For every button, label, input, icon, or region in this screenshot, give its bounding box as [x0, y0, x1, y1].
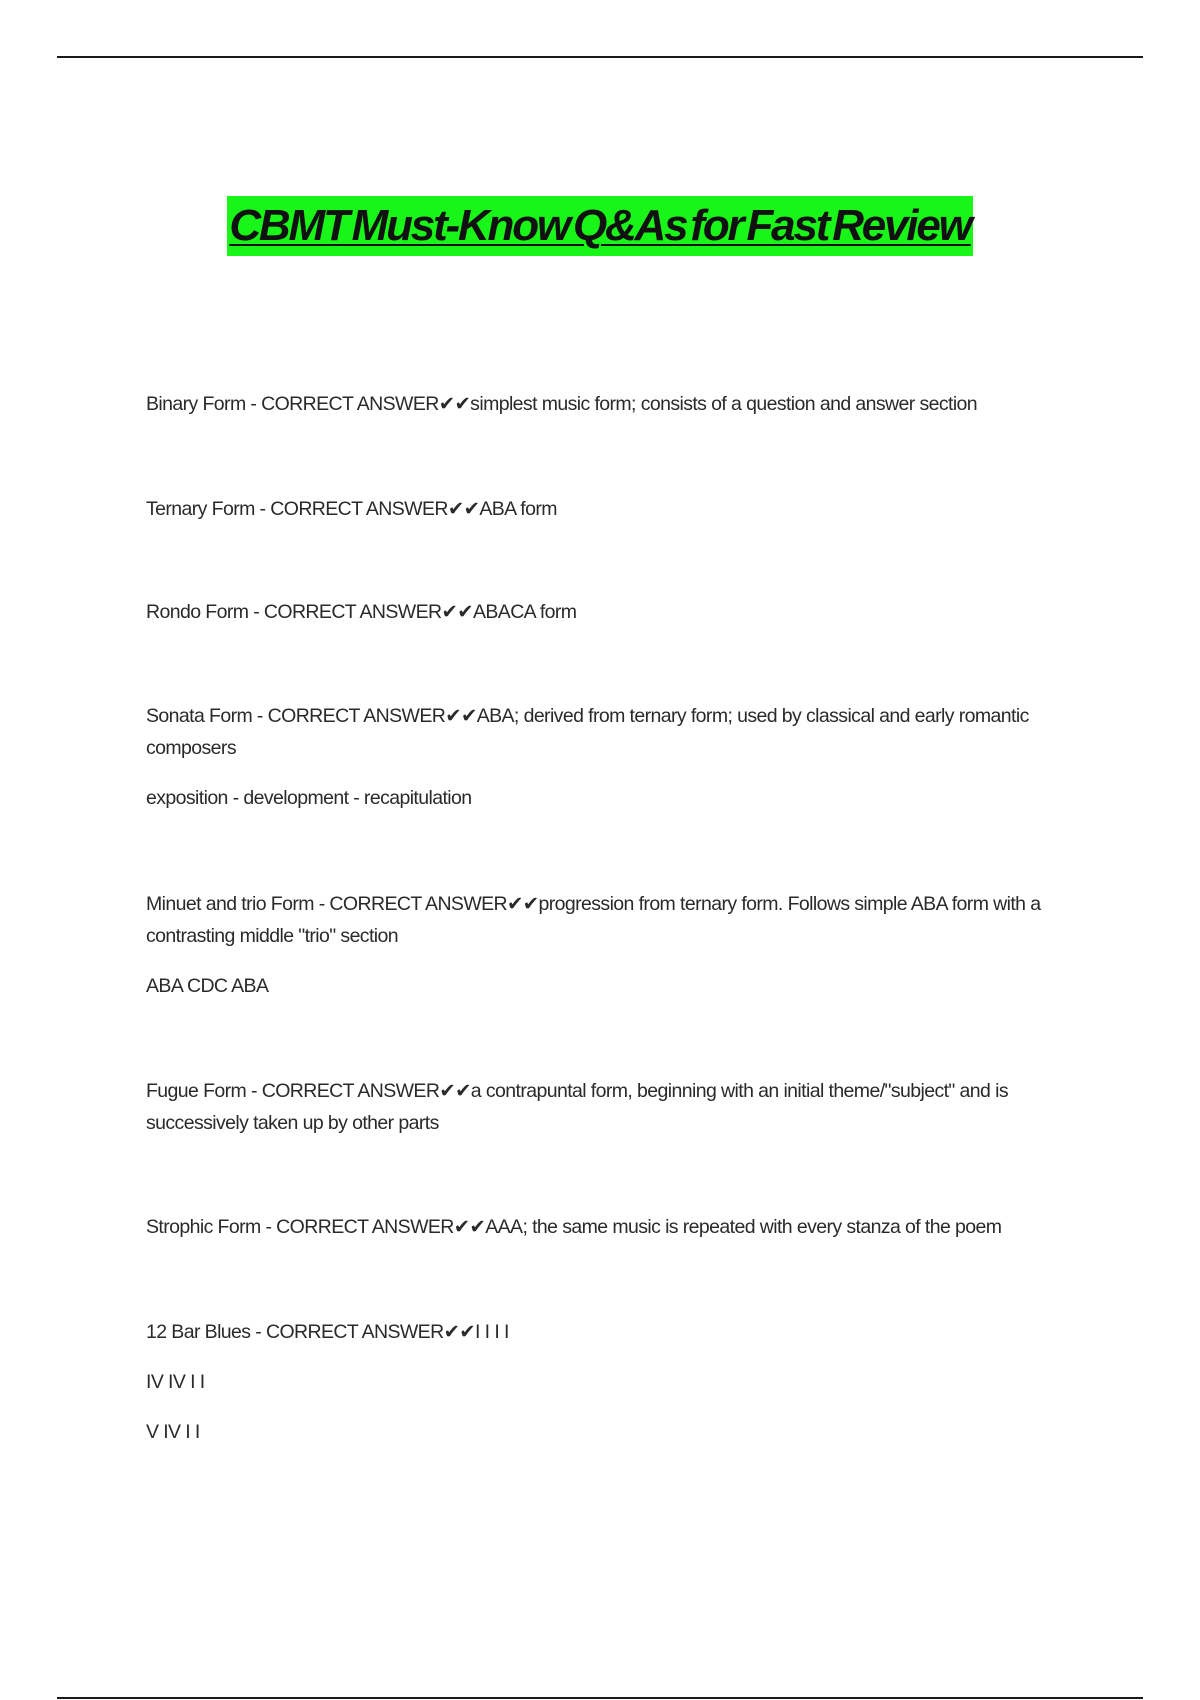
qa-extra-line: ABA CDC ABA	[146, 975, 269, 997]
qa-extra-line: exposition - development - recapitulation	[146, 787, 472, 809]
qa-extra-line: IV IV I I	[146, 1371, 205, 1393]
qa-entry-12-bar-blues	[146, 1316, 1096, 1448]
qa-entry-binary-form	[146, 388, 1096, 420]
footer-rule	[57, 1697, 1143, 1699]
qa-text: Ternary Form - CORRECT ANSWER✔✔ABA form	[146, 498, 557, 520]
qa-text: 12 Bar Blues - CORRECT ANSWER✔✔I I I I	[146, 1321, 509, 1343]
qa-entry-minuet-trio-form	[146, 888, 1096, 1002]
qa-text: Sonata Form - CORRECT ANSWER✔✔ABA; derived from ternary form; used by classical and early romantic composers	[146, 705, 1029, 759]
qa-text: Binary Form - CORRECT ANSWER✔✔simplest music form; consists of a question and answer section	[146, 393, 978, 415]
document-title: CBMT Must-Know Q&As for Fast Review	[227, 196, 972, 256]
qa-text: Fugue Form - CORRECT ANSWER✔✔a contrapuntal form, beginning with an initial theme/"subject" and is successively taken up by other parts	[146, 1080, 1008, 1134]
qa-extra-line: V IV I I	[146, 1421, 200, 1443]
qa-entry-strophic-form	[146, 1211, 1096, 1243]
qa-text: Rondo Form - CORRECT ANSWER✔✔ABACA form	[146, 601, 577, 623]
qa-entry-ternary-form	[146, 493, 1096, 525]
header-rule	[57, 56, 1143, 58]
qa-text: Strophic Form - CORRECT ANSWER✔✔AAA; the same music is repeated with every stanza of the poem	[146, 1216, 1002, 1238]
qa-entry-rondo-form	[146, 596, 1096, 628]
qa-entry-sonata-form	[146, 700, 1096, 814]
title-block	[0, 196, 1200, 256]
qa-entry-fugue-form	[146, 1075, 1096, 1139]
qa-text: Minuet and trio Form - CORRECT ANSWER✔✔progression from ternary form. Follows simple ABA form with a contrasting middle "trio" section	[146, 893, 1041, 947]
